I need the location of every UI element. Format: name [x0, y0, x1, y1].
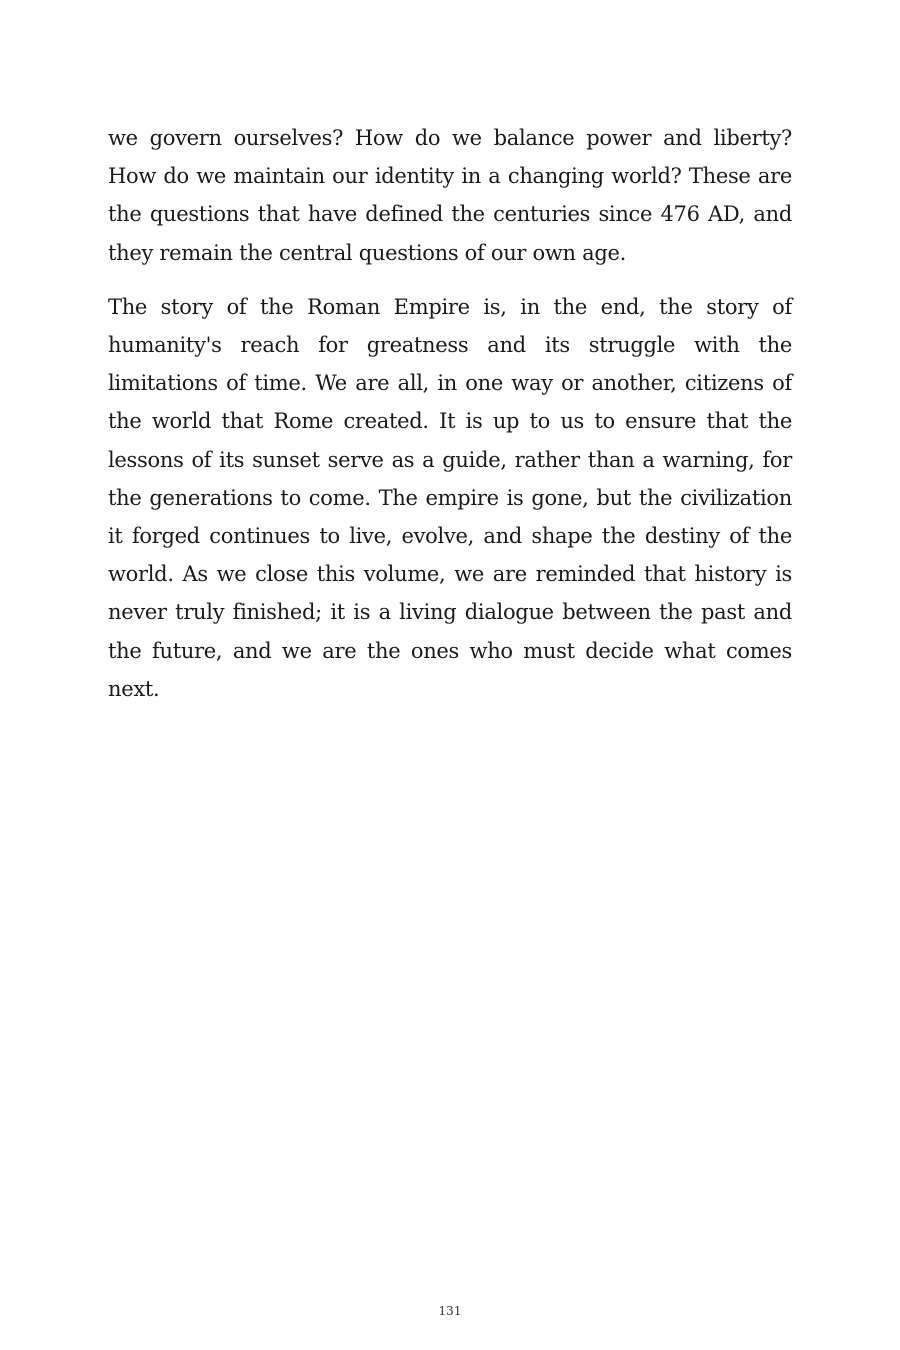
body-text	[108, 119, 792, 724]
paragraph-1: we govern ourselves? How do we balance power and liberty? How do we maintain our identity in a changing world? These are the questions that have defined the centuries since 476 AD, and they remain the central questions of our own age.	[108, 126, 792, 265]
page-number: 131	[438, 1304, 462, 1318]
paragraph-2: The story of the Roman Empire is, in the end, the story of humanity's reach for greatness and its struggle with the limitations of time. We are all, in one way or another, citizens of the world that Rome created. It is up to us to ensure that the lessons of its sunset serve as a guide, rather than a warning, for the generations to come. The empire is gone, but the civilization it forged continues to live, evolve, and shape the destiny of the world. As we close this volume, we are reminded that history is never truly finished; it is a living dialogue between the past and the future, and we are the ones who must decide what comes next.	[108, 294, 792, 701]
